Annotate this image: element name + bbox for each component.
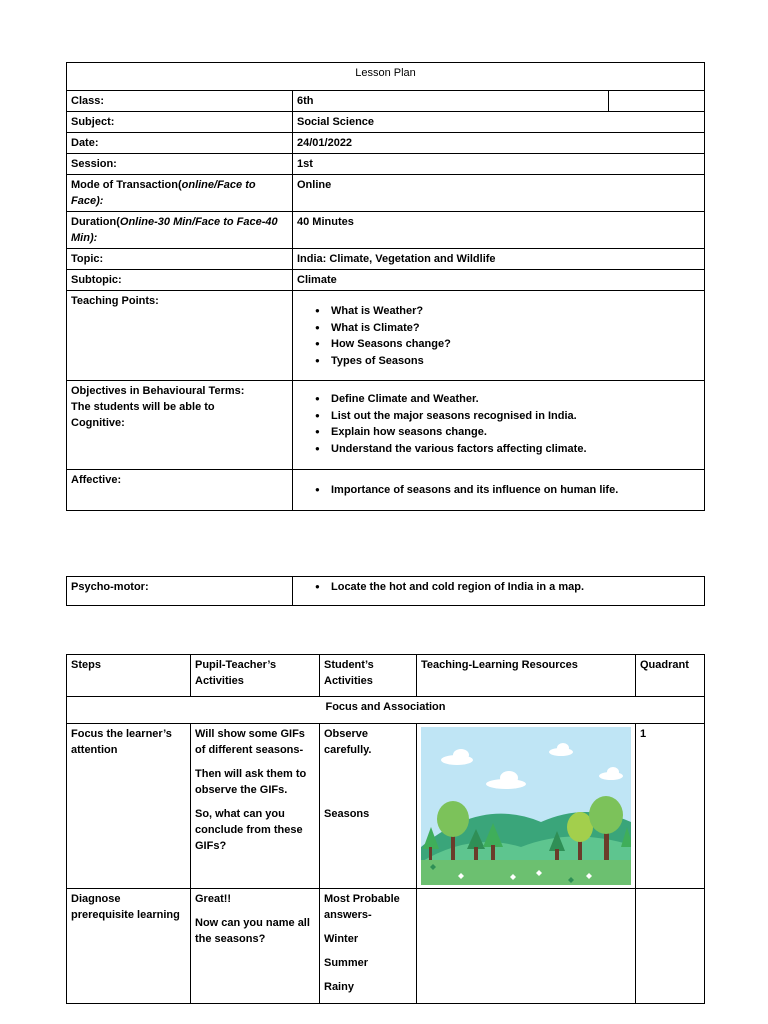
student-activities-2: Most Probable answers- Winter Summer Rainy — [320, 889, 417, 1004]
affective-points-cell — [293, 470, 705, 511]
affective-label: Affective: — [67, 470, 293, 511]
objectives-label: Objectives in Behavioural Terms: The students will be able to Cognitive: — [67, 381, 293, 470]
subject-label: Subject: — [67, 112, 293, 133]
lesson-plan-title: Lesson Plan — [67, 63, 705, 91]
affective-points-list — [297, 482, 700, 499]
class-label: Class: — [67, 91, 293, 112]
mode-value: Online — [293, 175, 705, 212]
class-value: 6th — [293, 91, 609, 112]
steps-table — [66, 654, 705, 1004]
header-steps: Steps — [67, 655, 191, 697]
cognitive-points-list — [297, 391, 700, 457]
student-activities-1: Observe carefully. Seasons — [320, 724, 417, 889]
duration-value: 40 Minutes — [293, 212, 705, 249]
psychomotor-label: Psycho-motor: — [67, 577, 293, 606]
mode-label: Mode of Transaction(online/Face to Face): — [67, 175, 293, 212]
header-student-activities: Student’s Activities — [320, 655, 417, 697]
teacher-activities-2: Great!! Now can you name all the seasons? — [191, 889, 320, 1004]
date-value: 24/01/2022 — [293, 133, 705, 154]
teacher-activities-1: Will show some GIFs of different seasons- Then will ask them to observe the GIFs. So, what can you conclude from these GIFs? — [191, 724, 320, 889]
session-label: Session: — [67, 154, 293, 175]
duration-label: Duration(Online-30 Min/Face to Face-40 Min): — [67, 212, 293, 249]
list-item: ● Types of Seasons — [331, 353, 700, 370]
list-item: ● Define Climate and Weather. — [331, 391, 700, 408]
teaching-points-list — [297, 303, 700, 369]
date-label: Date: — [67, 133, 293, 154]
session-value: 1st — [293, 154, 705, 175]
resources-cell-2 — [417, 889, 636, 1004]
list-item: ● Locate the hot and cold region of India in a map. — [331, 579, 700, 596]
teaching-points-label: Teaching Points: — [67, 291, 293, 381]
teaching-points-cell — [293, 291, 705, 381]
header-quadrant: Quadrant — [636, 655, 705, 697]
list-item: ● Importance of seasons and its influence on human life. — [331, 482, 700, 499]
quadrant-cell-2 — [636, 889, 705, 1004]
list-item: ● How Seasons change? — [331, 336, 700, 353]
list-item: ● Explain how seasons change. — [331, 424, 700, 441]
list-item: ● Understand the various factors affecting climate. — [331, 441, 700, 458]
subtopic-label: Subtopic: — [67, 270, 293, 291]
header-pupil-teacher-activities: Pupil-Teacher’s Activities — [191, 655, 320, 697]
subtopic-value: Climate — [293, 270, 705, 291]
topic-label: Topic: — [67, 249, 293, 270]
list-item: ● What is Weather? — [331, 303, 700, 320]
quadrant-value: 1 — [636, 724, 705, 889]
list-item: ● List out the major seasons recognised in India. — [331, 408, 700, 425]
section-title: Focus and Association — [67, 697, 705, 724]
class-extra-cell — [609, 91, 705, 112]
cognitive-points-cell — [293, 381, 705, 470]
psychomotor-cell — [293, 577, 705, 606]
resources-cell — [417, 724, 636, 889]
subject-value: Social Science — [293, 112, 705, 133]
lesson-plan-table — [66, 62, 705, 511]
psychomotor-table — [66, 576, 705, 606]
list-item: ● What is Climate? — [331, 320, 700, 337]
topic-value: India: Climate, Vegetation and Wildlife — [293, 249, 705, 270]
header-resources: Teaching-Learning Resources — [417, 655, 636, 697]
psychomotor-list — [297, 579, 700, 596]
step-focus: Focus the learner’s attention — [67, 724, 191, 889]
seasons-landscape-image — [421, 727, 631, 885]
step-diagnose: Diagnose prerequisite learning — [67, 889, 191, 1004]
